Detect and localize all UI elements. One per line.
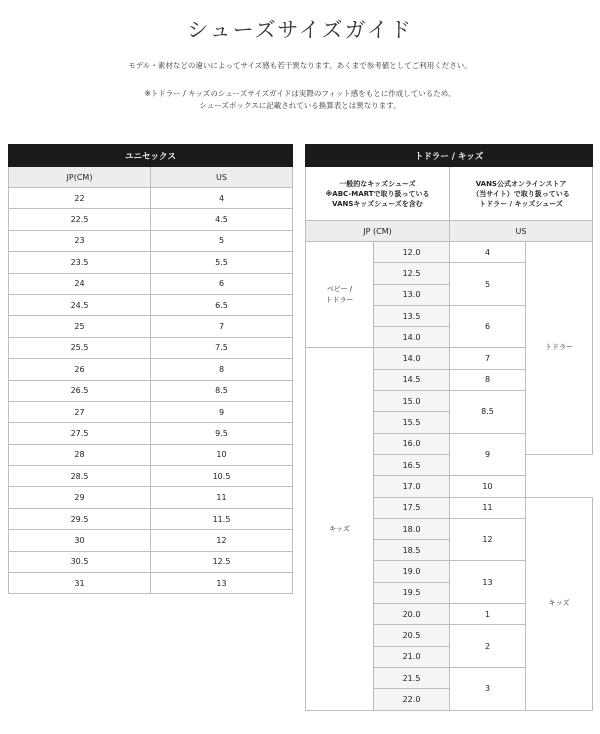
kids-col-us: US: [450, 221, 593, 242]
kids-desc-vans-line: VANS公式オンラインストア: [475, 179, 567, 188]
kids-desc-general-line: ※ABC-MARTで取り扱っている: [325, 189, 430, 198]
unisex-us-cell: 7.5: [151, 337, 293, 358]
kids-jp-cell: 14.0: [374, 327, 450, 348]
kids-jp-cell: 12.0: [374, 242, 450, 263]
kids-jp-cell: 12.5: [374, 263, 450, 284]
unisex-jp-cell: 25.5: [9, 337, 151, 358]
table-row: [9, 466, 293, 487]
unisex-jp-cell: 25: [9, 316, 151, 337]
unisex-us-cell: 9.5: [151, 423, 293, 444]
kids-jp-cell: 22.0: [374, 689, 450, 710]
group-baby-line: ベビー /: [326, 284, 353, 293]
kids-jp-cell: 18.0: [374, 518, 450, 539]
unisex-us-cell: 8.5: [151, 380, 293, 401]
unisex-header: ユニセックス: [9, 145, 293, 167]
kids-size-note-line-1: ※トドラー / キッズのシューズサイズガイドは実際のフィット感をもとに作成しているため、: [144, 89, 456, 98]
kids-jp-cell: 17.0: [374, 476, 450, 497]
unisex-us-cell: 10.5: [151, 466, 293, 487]
table-row: [9, 273, 293, 294]
table-row: [9, 380, 293, 401]
table-row: [9, 444, 293, 465]
table-row: [9, 530, 293, 551]
unisex-us-cell: 11.5: [151, 508, 293, 529]
unisex-us-cell: 8: [151, 359, 293, 380]
unisex-col-jp: JP(CM): [9, 167, 151, 188]
label-toddler: トドラー: [526, 242, 593, 455]
table-row: [9, 487, 293, 508]
unisex-jp-cell: 28.5: [9, 466, 151, 487]
unisex-jp-cell: 22.5: [9, 209, 151, 230]
kids-jp-cell: 21.5: [374, 667, 450, 688]
unisex-us-cell: 11: [151, 487, 293, 508]
kids-us-cell: 1: [450, 604, 526, 625]
unisex-jp-cell: 24: [9, 273, 151, 294]
kids-jp-cell: 16.0: [374, 433, 450, 454]
table-row: [9, 294, 293, 315]
unisex-us-cell: 6.5: [151, 294, 293, 315]
unisex-jp-cell: 23: [9, 230, 151, 251]
unisex-jp-cell: 29: [9, 487, 151, 508]
table-row: [9, 337, 293, 358]
kids-us-cell: 11: [450, 497, 526, 518]
kids-jp-cell: 19.5: [374, 582, 450, 603]
kids-jp-cell: 14.0: [374, 348, 450, 369]
unisex-us-cell: 4.5: [151, 209, 293, 230]
unisex-us-cell: 5.5: [151, 252, 293, 273]
kids-jp-cell: 14.5: [374, 369, 450, 390]
kids-us-cell: 9: [450, 433, 526, 476]
kids-desc-general-line: 一般的なキッズシューズ: [339, 179, 416, 188]
kids-jp-cell: 18.5: [374, 540, 450, 561]
kids-us-cell: 8.5: [450, 391, 526, 434]
kids-size-note: [0, 88, 600, 112]
unisex-jp-cell: 26: [9, 359, 151, 380]
kids-us-cell: 2: [450, 625, 526, 668]
kids-us-cell: 6: [450, 305, 526, 348]
kids-jp-cell: 20.0: [374, 604, 450, 625]
table-row: [9, 401, 293, 422]
kids-size-note-line-2: シューズボックスに記載されている換算表とは異なります。: [199, 101, 401, 110]
table-row: [9, 508, 293, 529]
kids-desc-vans-line: （当サイト）で取り扱っている: [472, 189, 570, 198]
table-row: [9, 316, 293, 337]
kids-jp-cell: 13.5: [374, 305, 450, 326]
unisex-us-cell: 10: [151, 444, 293, 465]
kids-jp-cell: 16.5: [374, 454, 450, 475]
kids-col-jp: JP (CM): [306, 221, 450, 242]
table-row: [9, 573, 293, 594]
kids-jp-cell: 15.5: [374, 412, 450, 433]
unisex-jp-cell: 29.5: [9, 508, 151, 529]
unisex-us-cell: 6: [151, 273, 293, 294]
unisex-us-cell: 5: [151, 230, 293, 251]
kids-us-cell: 8: [450, 369, 526, 390]
kids-us-cell: 5: [450, 263, 526, 306]
unisex-jp-cell: 23.5: [9, 252, 151, 273]
unisex-us-cell: 4: [151, 188, 293, 209]
kids-desc-vans-line: トドラー / キッズシューズ: [479, 199, 563, 208]
kids-size-table: [305, 144, 593, 711]
unisex-us-cell: 12: [151, 530, 293, 551]
kids-jp-cell: 19.0: [374, 561, 450, 582]
kids-desc-general: [306, 167, 450, 221]
unisex-size-table: [8, 144, 293, 594]
label-kids: キッズ: [526, 497, 593, 710]
kids-desc-general-line: VANSキッズシューズを含む: [332, 199, 423, 208]
unisex-col-us: US: [151, 167, 293, 188]
kids-us-cell: 7: [450, 348, 526, 369]
unisex-jp-cell: 30.5: [9, 551, 151, 572]
unisex-jp-cell: 24.5: [9, 294, 151, 315]
unisex-jp-cell: 31: [9, 573, 151, 594]
unisex-jp-cell: 27.5: [9, 423, 151, 444]
kids-desc-vans-store: [450, 167, 593, 221]
unisex-jp-cell: 27: [9, 401, 151, 422]
table-row: [9, 551, 293, 572]
table-row: [9, 230, 293, 251]
unisex-us-cell: 9: [151, 401, 293, 422]
table-row: [9, 423, 293, 444]
unisex-jp-cell: 26.5: [9, 380, 151, 401]
kids-jp-cell: 21.0: [374, 646, 450, 667]
page-title: シューズサイズガイド: [187, 18, 413, 42]
disclaimer-note: モデル・素材などの違いによってサイズ感も若干異なります。あくまで参考値としてご利用ください。: [128, 61, 472, 70]
kids-jp-cell: 15.0: [374, 391, 450, 412]
table-row: [9, 359, 293, 380]
unisex-jp-cell: 22: [9, 188, 151, 209]
table-row: [9, 188, 293, 209]
kids-us-cell: 12: [450, 518, 526, 561]
kids-header: トドラー / キッズ: [306, 145, 593, 167]
unisex-us-cell: 13: [151, 573, 293, 594]
unisex-jp-cell: 30: [9, 530, 151, 551]
unisex-us-cell: 12.5: [151, 551, 293, 572]
kids-us-cell: 3: [450, 667, 526, 710]
group-kids: キッズ: [306, 348, 374, 710]
table-row: [306, 242, 593, 263]
unisex-jp-cell: 28: [9, 444, 151, 465]
unisex-us-cell: 7: [151, 316, 293, 337]
kids-us-cell: 4: [450, 242, 526, 263]
table-row: [9, 209, 293, 230]
table-row: [9, 252, 293, 273]
kids-jp-cell: 17.5: [374, 497, 450, 518]
kids-us-cell: 10: [450, 476, 526, 497]
group-baby-toddler: [306, 242, 374, 348]
kids-jp-cell: 13.0: [374, 284, 450, 305]
kids-us-cell: 13: [450, 561, 526, 604]
group-baby-line: トドラー: [325, 295, 354, 304]
kids-jp-cell: 20.5: [374, 625, 450, 646]
